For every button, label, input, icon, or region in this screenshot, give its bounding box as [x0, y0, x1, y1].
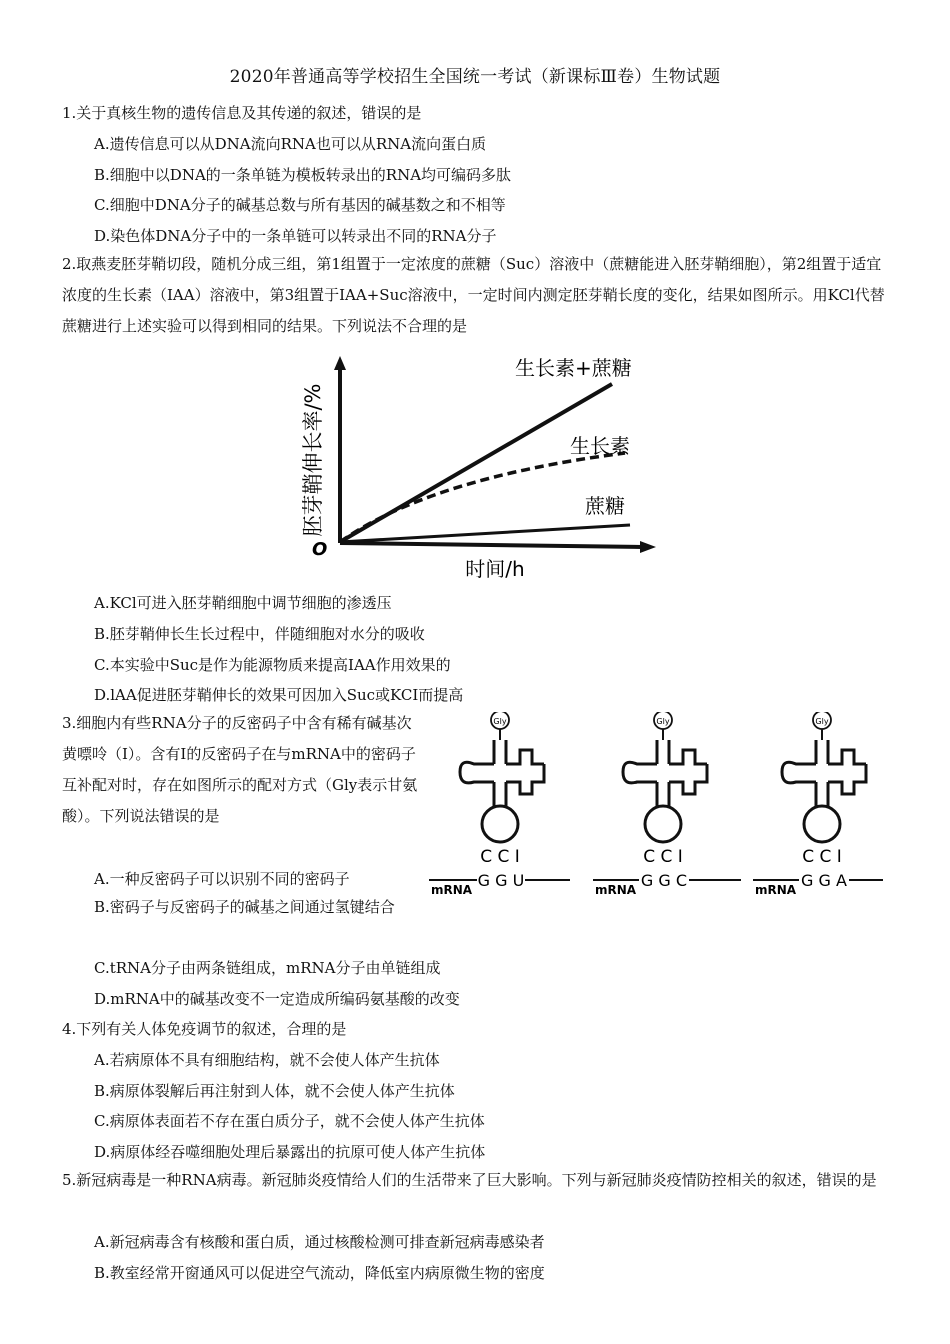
codon-ggc: G G C — [640, 871, 688, 890]
question-1-option-d: D.染色体DNA分子中的一条单链可以转录出不同的RNA分子 — [94, 227, 497, 245]
anticodon-1: C C I — [480, 847, 520, 867]
trna-3 — [782, 712, 866, 867]
question-4-option-a: A.若病原体不具有细胞结构，就不会使人体产生抗体 — [94, 1051, 440, 1069]
question-5-stem: 5.新冠病毒是一种RNA病毒。新冠肺炎疫情给人们的生活带来了巨大影响。下列与新冠肺炎疫情防控相关的叙述，错误的是 — [62, 1171, 877, 1189]
gly-label-3: Gly — [815, 717, 829, 726]
question-2-option-c: C.本实验中Suc是作为能源物质来提高IAA作用效果的 — [94, 656, 451, 674]
question-2-option-d: D.lAA促进胚芽鞘伸长的效果可因加入Suc或KCI而提高 — [94, 686, 464, 704]
question-4-option-c: C.病原体表面若不存在蛋白质分子，就不会使人体产生抗体 — [94, 1112, 485, 1130]
question-5-option-b: B.教室经常开窗通风可以促进空气流动，降低室内病原微生物的密度 — [94, 1264, 545, 1282]
y-axis-label: 胚芽鞘伸长率/% — [301, 383, 325, 537]
y-axis-arrow — [334, 356, 346, 370]
curve-label-suc: 蔗糖 — [585, 494, 625, 518]
x-axis-label: 时间/h — [465, 557, 525, 581]
question-3-option-c: C.tRNA分子由两条链组成，mRNA分子由单链组成 — [94, 959, 441, 977]
growth-curve-figure — [290, 350, 670, 585]
question-3-option-a: A.一种反密码子可以识别不同的密码子 — [94, 870, 350, 888]
curve-label-iaa-suc: 生长素+蔗糖 — [515, 356, 632, 380]
question-4-option-d: D.病原体经吞噬细胞处理后暴露出的抗原可使人体产生抗体 — [94, 1143, 486, 1161]
curve-label-iaa: 生长素 — [570, 434, 630, 458]
question-5-option-a: A.新冠病毒含有核酸和蛋白质，通过核酸检测可排查新冠病毒感染者 — [94, 1233, 545, 1251]
question-2-stem: 2.取燕麦胚芽鞘切段，随机分成三组，第1组置于一定浓度的蔗糖（Suc）溶液中（蔗糖能进入胚芽鞘细胞），第2组置于适宜浓度的生长素（IAA）溶液中，第3组置于IAA+Suc溶液中，一定时间内测定胚芽鞘长度的变化，结果如图所示。用KCl代替蔗糖进行上述实验可以得到相同的结果。下列说法不合理的是 — [62, 255, 885, 335]
x-axis-arrow — [640, 541, 656, 553]
trna-1 — [460, 712, 544, 867]
trna-2 — [623, 712, 707, 867]
question-1-option-c: C.细胞中DNA分子的碱基总数与所有基因的碱基数之和不相等 — [94, 196, 506, 214]
question-2-option-b: B.胚芽鞘伸长生长过程中，伴随细胞对水分的吸收 — [94, 625, 425, 643]
mrna-label-2: mRNA — [595, 883, 637, 897]
gly-label-2: Gly — [656, 717, 670, 726]
mrna-label-1: mRNA — [431, 883, 473, 897]
origin-label: O — [312, 539, 328, 560]
gly-label-1: Gly — [493, 717, 507, 726]
question-1-stem: 1.关于真核生物的遗传信息及其传递的叙述，错误的是 — [62, 104, 422, 122]
question-1-option-a: A.遗传信息可以从DNA流向RNA也可以从RNA流向蛋白质 — [94, 135, 487, 153]
anticodon-2: C C I — [643, 847, 683, 867]
curve-suc — [340, 525, 630, 542]
question-3-option-d: D.mRNA中的碱基改变不一定造成所编码氨基酸的改变 — [94, 990, 460, 1008]
question-3-stem: 3.细胞内有些RNA分子的反密码子中含有稀有碱基次黄嘌呤（I）。含有I的反密码子在与mRNA中的密码子互补配对时，存在如图所示的配对方式（Gly表示甘氨酸）。下列说法错误的是 — [62, 714, 418, 825]
anticodon-3: C C I — [802, 847, 842, 867]
question-3-option-b: B.密码子与反密码子的碱基之间通过氢键结合 — [94, 898, 395, 916]
codon-ggu: G G U — [477, 871, 525, 890]
question-2-option-a: A.KCl可进入胚芽鞘细胞中调节细胞的渗透压 — [94, 594, 392, 612]
question-4-stem: 4.下列有关人体免疫调节的叙述，合理的是 — [62, 1020, 347, 1038]
x-axis — [340, 543, 642, 547]
question-1-option-b: B.细胞中以DNA的一条单链为模板转录出的RNA均可编码多肽 — [94, 166, 512, 184]
codon-gga: G G A — [801, 871, 847, 890]
mrna-label-3: mRNA — [755, 883, 797, 897]
trna-pairing-figure — [425, 712, 890, 900]
question-4-option-b: B.病原体裂解后再注射到人体，就不会使人体产生抗体 — [94, 1082, 455, 1100]
page-title: 2020年普通高等学校招生全国统一考试（新课标Ⅲ卷）生物试题 — [229, 67, 721, 87]
